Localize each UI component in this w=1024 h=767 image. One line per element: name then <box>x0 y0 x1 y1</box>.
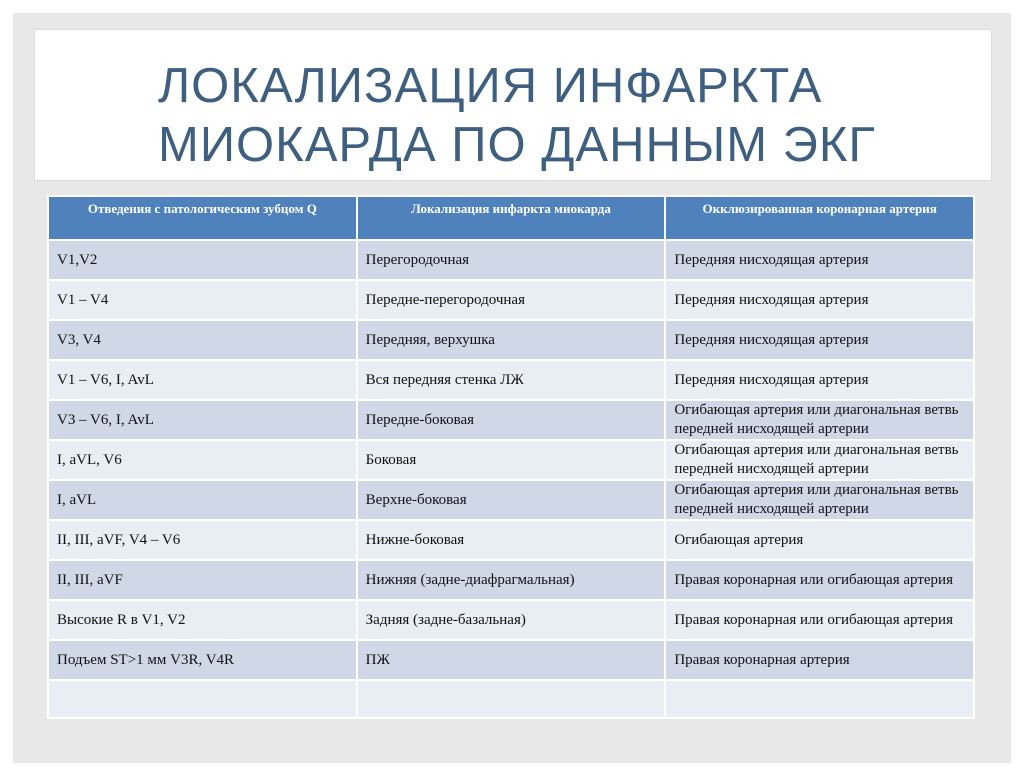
slide-title-line2: МИОКАРДА ПО ДАННЫМ ЭКГ <box>158 118 876 172</box>
cell-artery: Огибающая артерия или диагональная ветвь передней нисходящей артерии <box>665 440 974 480</box>
cell-leads: Подъем ST>1 мм V3R, V4R <box>48 640 357 680</box>
cell-localization <box>357 680 666 718</box>
cell-artery: Передняя нисходящая артерия <box>665 280 974 320</box>
table-row <box>48 360 974 400</box>
cell-localization: Передне-боковая <box>357 400 666 440</box>
cell-leads: V3 – V6, I, AvL <box>48 400 357 440</box>
cell-artery: Огибающая артерия или диагональная ветвь передней нисходящей артерии <box>665 400 974 440</box>
table-row <box>48 240 974 280</box>
table-header-row <box>48 196 974 240</box>
cell-localization: Вся передняя стенка ЛЖ <box>357 360 666 400</box>
cell-artery: Передняя нисходящая артерия <box>665 320 974 360</box>
cell-leads: Высокие R в V1, V2 <box>48 600 357 640</box>
cell-artery: Правая коронарная или огибающая артерия <box>665 560 974 600</box>
table-row <box>48 600 974 640</box>
cell-localization: Нижняя (задне-диафрагмальная) <box>357 560 666 600</box>
cell-leads: II, III, aVF, V4 – V6 <box>48 520 357 560</box>
table-row <box>48 280 974 320</box>
header-artery: Окклюзированная коронарная артерия <box>665 196 974 240</box>
cell-artery: Передняя нисходящая артерия <box>665 240 974 280</box>
cell-localization: Боковая <box>357 440 666 480</box>
cell-artery: Огибающая артерия <box>665 520 974 560</box>
table-row <box>48 480 974 520</box>
header-leads: Отведения с патологическим зубцом Q <box>48 196 357 240</box>
cell-artery: Правая коронарная артерия <box>665 640 974 680</box>
table-row <box>48 560 974 600</box>
cell-localization: Передняя, верхушка <box>357 320 666 360</box>
cell-localization: Верхне-боковая <box>357 480 666 520</box>
cell-localization: Передне-перегородочная <box>357 280 666 320</box>
title-box <box>35 30 991 180</box>
cell-leads <box>48 680 357 718</box>
cell-artery: Правая коронарная или огибающая артерия <box>665 600 974 640</box>
cell-localization: ПЖ <box>357 640 666 680</box>
table-row-empty <box>48 680 974 718</box>
cell-artery: Передняя нисходящая артерия <box>665 360 974 400</box>
cell-localization: Задняя (задне-базальная) <box>357 600 666 640</box>
table-row <box>48 520 974 560</box>
table-row <box>48 320 974 360</box>
cell-leads: V3, V4 <box>48 320 357 360</box>
cell-leads: V1 – V4 <box>48 280 357 320</box>
cell-leads: II, III, aVF <box>48 560 357 600</box>
cell-leads: V1,V2 <box>48 240 357 280</box>
cell-leads: V1 – V6, I, AvL <box>48 360 357 400</box>
table-row <box>48 440 974 480</box>
slide-title-line1: ЛОКАЛИЗАЦИЯ ИНФАРКТА <box>158 59 823 113</box>
table-row <box>48 640 974 680</box>
slide-title <box>158 57 978 175</box>
ekg-localization-table <box>47 195 975 719</box>
cell-artery <box>665 680 974 718</box>
cell-leads: I, aVL <box>48 480 357 520</box>
header-localization: Локализация инфаркта миокарда <box>357 196 666 240</box>
cell-localization: Перегородочная <box>357 240 666 280</box>
cell-artery: Огибающая артерия или диагональная ветвь передней нисходящей артерии <box>665 480 974 520</box>
table-row <box>48 400 974 440</box>
cell-leads: I, aVL, V6 <box>48 440 357 480</box>
cell-localization: Нижне-боковая <box>357 520 666 560</box>
